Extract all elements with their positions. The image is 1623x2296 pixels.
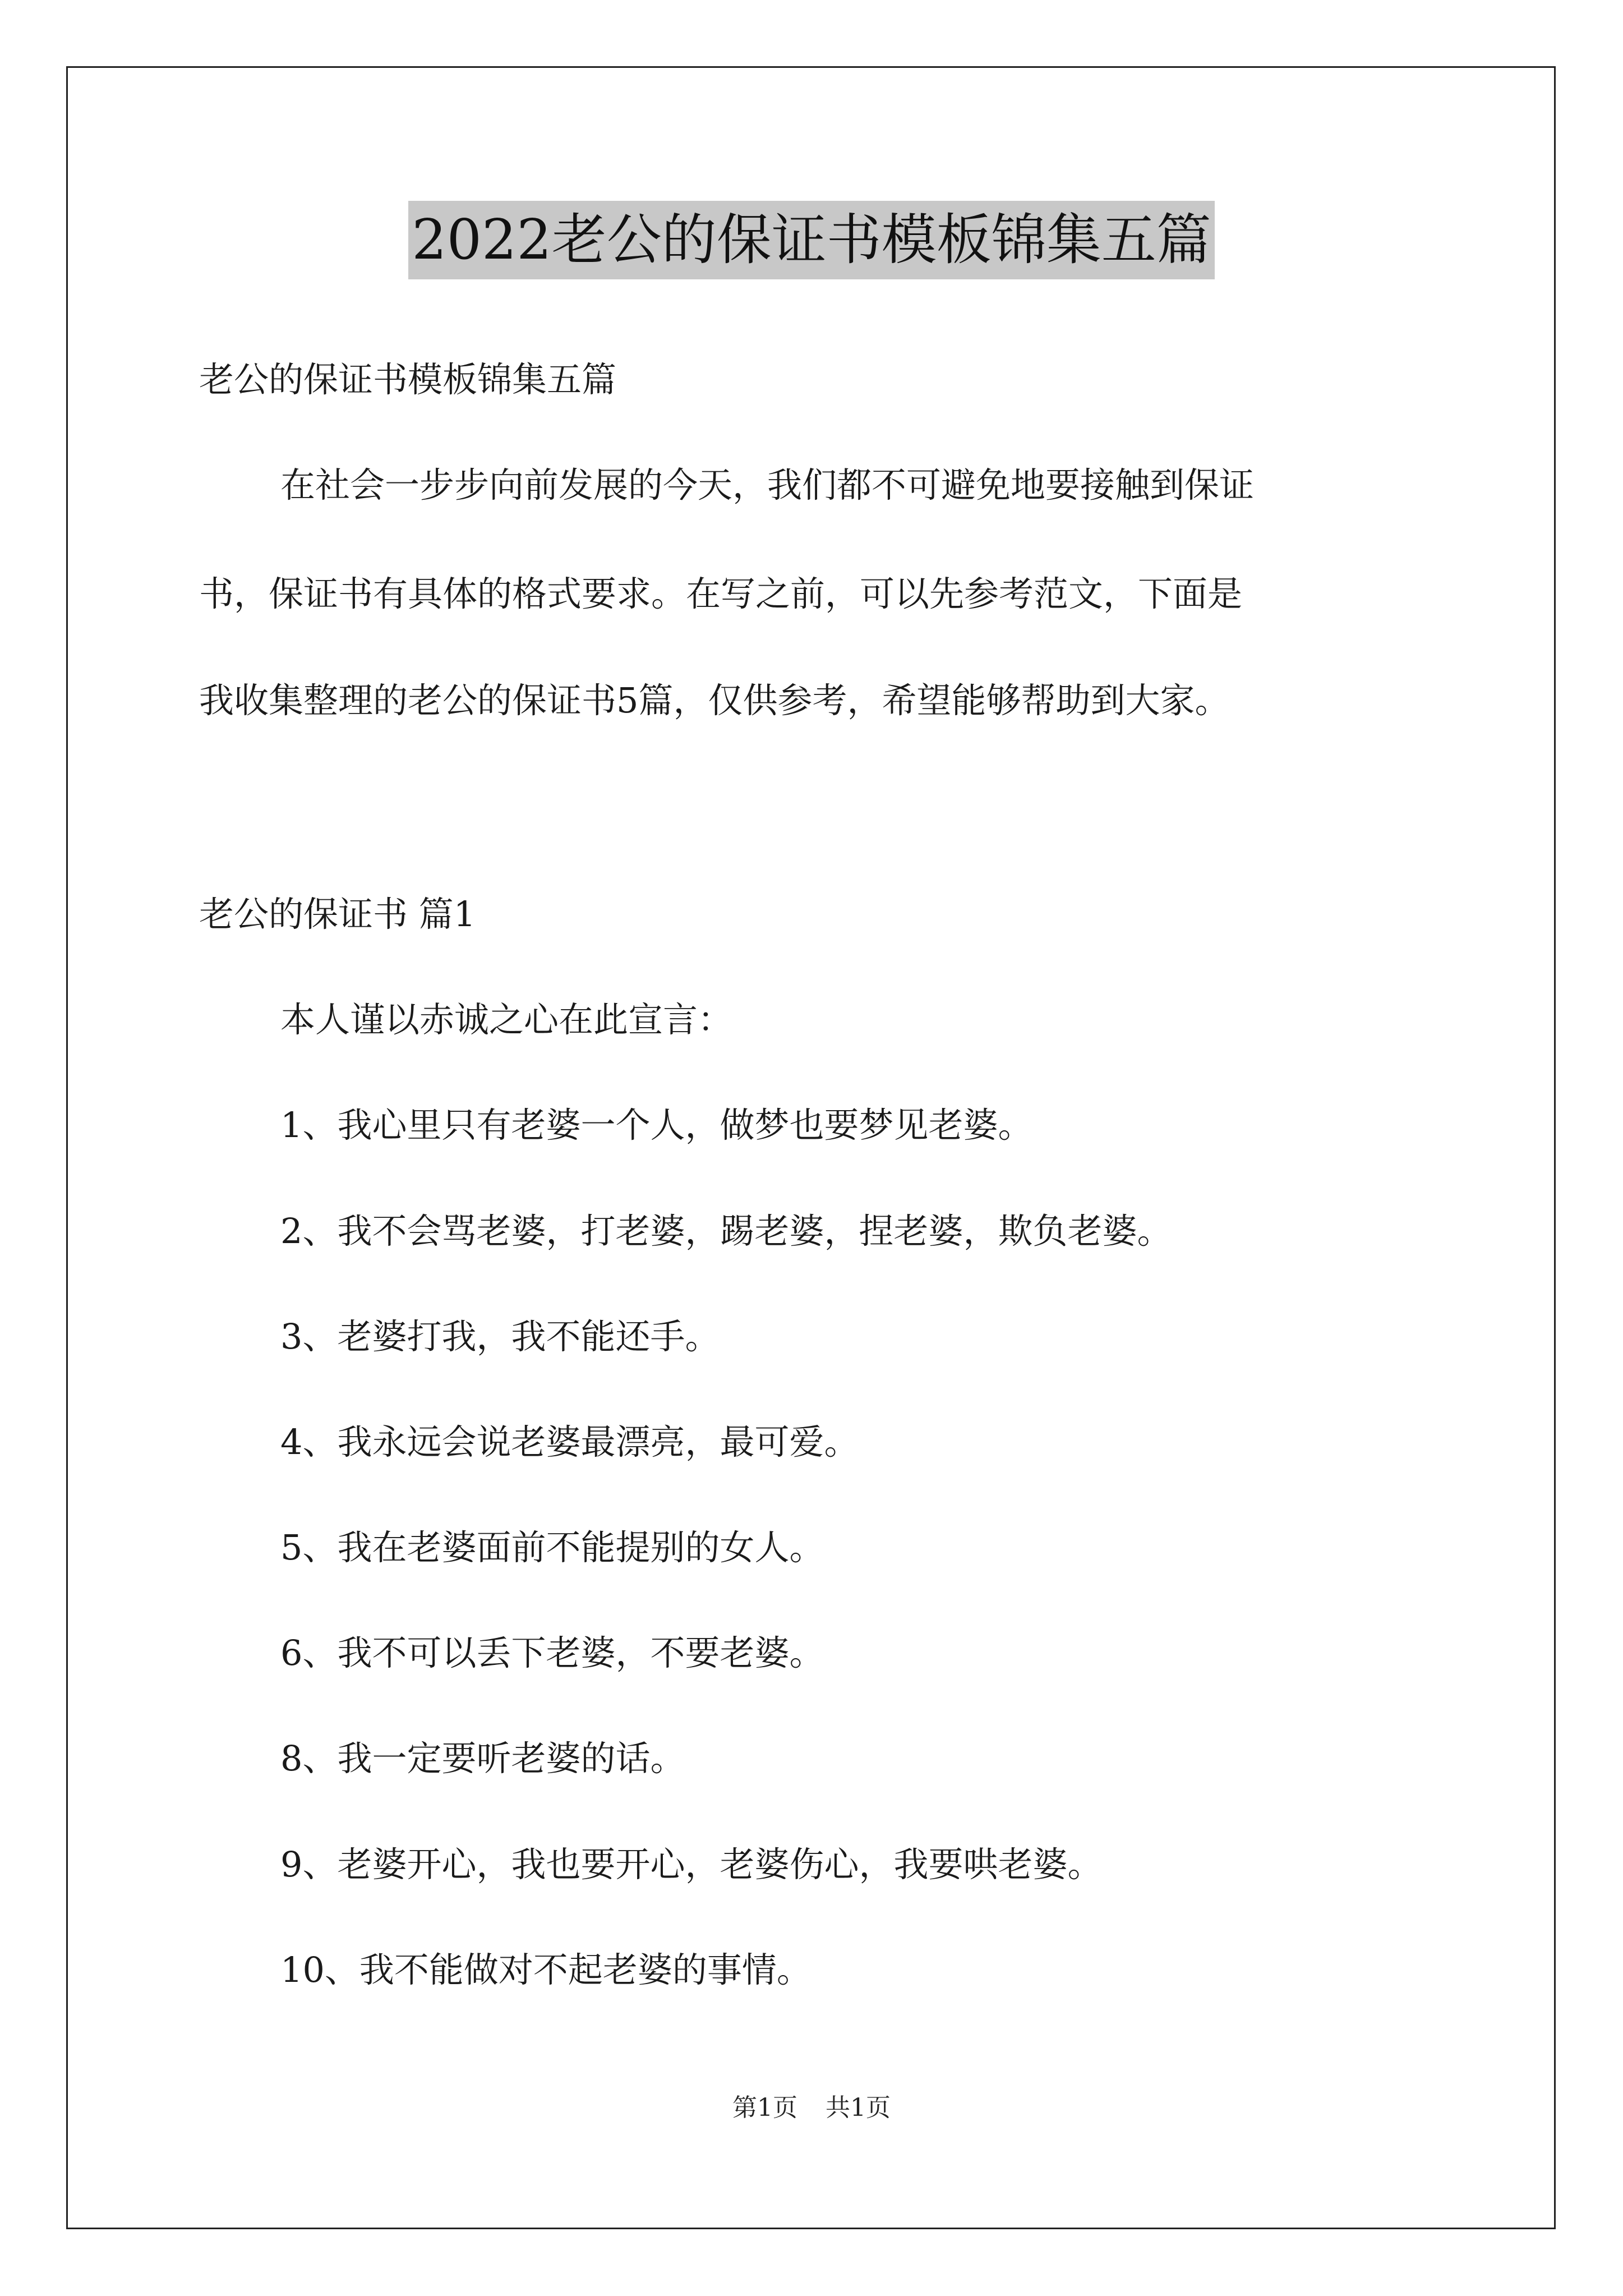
list-item: 6、我不可以丢下老婆，不要老婆。 (280, 1632, 824, 1673)
page-total: 共1页 (826, 2093, 891, 2122)
intro-line: 在社会一步步向前发展的今天，我们都不可避免地要接触到保证 (280, 464, 1255, 505)
list-item: 2、我不会骂老婆，打老婆，踢老婆，捏老婆，欺负老婆。 (280, 1211, 1172, 1251)
list-item: 9、老婆开心，我也要开心，老婆伤心，我要哄老婆。 (280, 1844, 1103, 1885)
section-heading: 老公的保证书 篇1 (199, 894, 476, 935)
subtitle: 老公的保证书模板锦集五篇 (199, 359, 617, 400)
page-number: 第1页 (732, 2093, 797, 2122)
document-title: 2022老公的保证书模板锦集五篇 (408, 201, 1214, 279)
intro-line: 书，保证书有具体的格式要求。在写之前，可以先参考范文，下面是 (199, 573, 1243, 614)
list-item: 1、我心里只有老婆一个人，做梦也要梦见老婆。 (280, 1105, 1033, 1145)
list-item: 5、我在老婆面前不能提别的女人。 (280, 1527, 824, 1568)
list-item: 10、我不能做对不起老婆的事情。 (280, 1949, 811, 1990)
list-item: 8、我一定要听老婆的话。 (280, 1738, 685, 1779)
oath-intro: 本人谨以赤诚之心在此宣言： (280, 999, 733, 1040)
list-item: 3、老婆打我，我不能还手。 (280, 1316, 720, 1357)
intro-line: 我收集整理的老公的保证书5篇，仅供参考，希望能够帮助到大家。 (199, 680, 1230, 721)
page-footer (0, 2091, 1623, 2125)
list-item: 4、我永远会说老婆最漂亮，最可爱。 (280, 1421, 859, 1462)
title-container (0, 201, 1623, 279)
